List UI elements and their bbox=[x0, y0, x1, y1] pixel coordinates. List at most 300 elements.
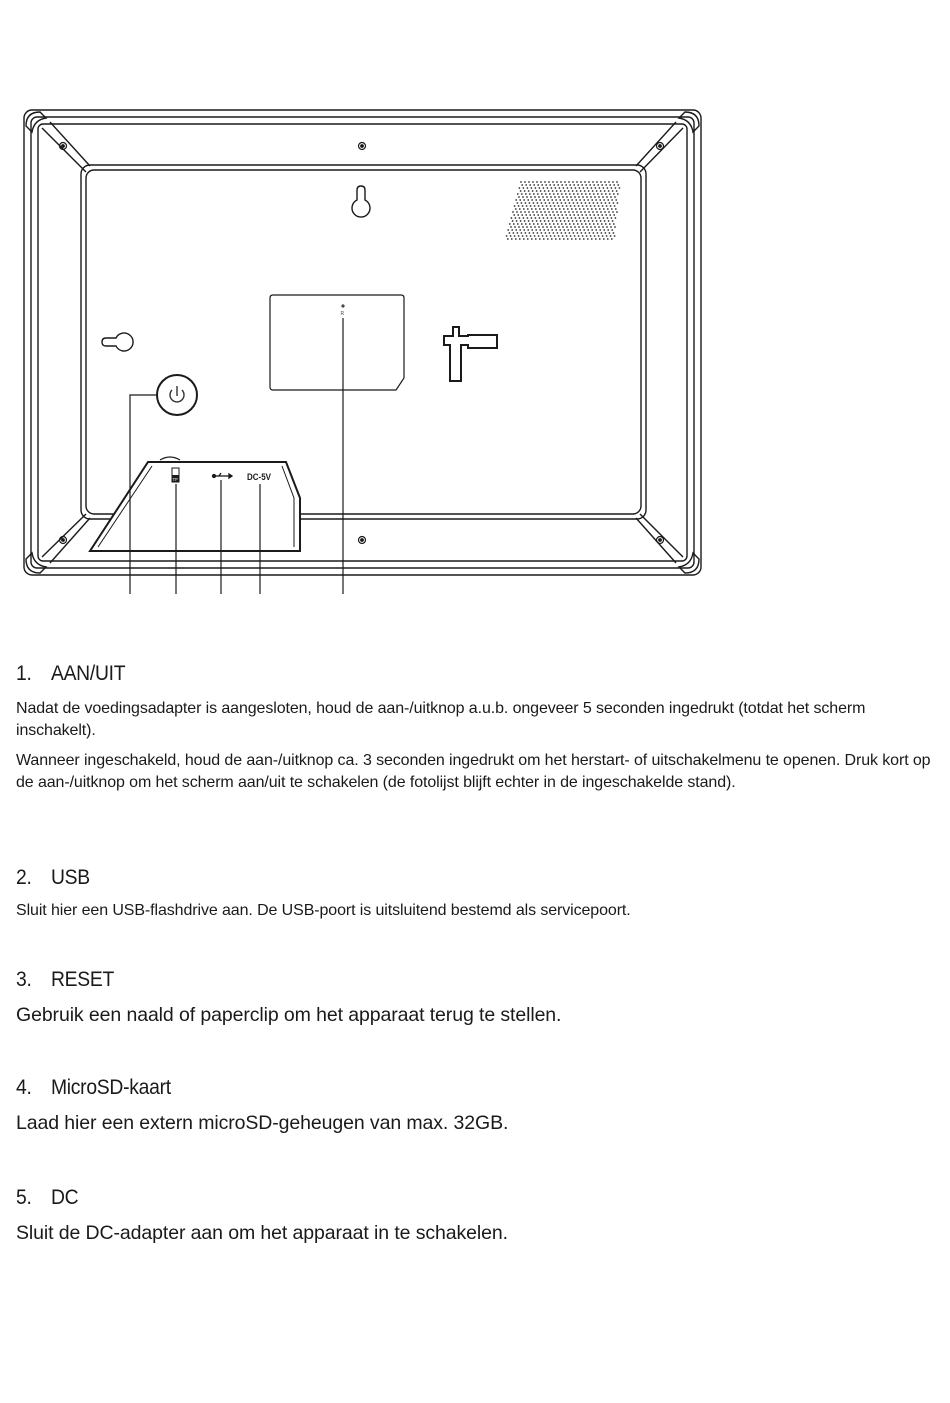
grille-hole bbox=[535, 238, 537, 240]
grille-hole bbox=[564, 181, 566, 183]
grille-hole bbox=[542, 235, 544, 237]
grille-hole bbox=[583, 208, 585, 210]
grille-hole bbox=[533, 223, 535, 225]
grille-hole bbox=[603, 229, 605, 231]
grille-hole bbox=[539, 229, 541, 231]
grille-hole bbox=[578, 235, 580, 237]
grille-hole bbox=[602, 196, 604, 198]
reset-hole[interactable] bbox=[341, 304, 344, 307]
grille-hole bbox=[533, 214, 535, 216]
grille-hole bbox=[555, 217, 557, 219]
grille-hole bbox=[599, 208, 601, 210]
grille-hole bbox=[528, 181, 530, 183]
grille-hole bbox=[597, 232, 599, 234]
section-paragraph: Wanneer ingeschakeld, houd de aan-/uitknop ca. 3 seconden ingedrukt om het herstart- of uitschakelmenu te openen. Druk kort op de aan-/uitknop om het scherm aan/uit te schakelen (de fotolijst blijft echter in de ingeschakelde stand). bbox=[16, 752, 931, 791]
grille-hole bbox=[561, 184, 563, 186]
grille-hole bbox=[541, 232, 543, 234]
grille-hole bbox=[615, 217, 617, 219]
grille-hole bbox=[558, 235, 560, 237]
grille-hole bbox=[615, 187, 617, 189]
grille-hole bbox=[608, 220, 610, 222]
grille-hole bbox=[576, 211, 578, 213]
grille-hole bbox=[541, 214, 543, 216]
grille-hole bbox=[543, 217, 545, 219]
grille-hole bbox=[597, 184, 599, 186]
dc-port[interactable]: DC-5V bbox=[247, 472, 271, 482]
grille-hole bbox=[584, 220, 586, 222]
grille-hole bbox=[579, 238, 581, 240]
grille-hole bbox=[574, 226, 576, 228]
grille-hole bbox=[594, 196, 596, 198]
grille-hole bbox=[594, 226, 596, 228]
grille-hole bbox=[582, 205, 584, 207]
grille-hole bbox=[562, 205, 564, 207]
grille-hole bbox=[516, 220, 518, 222]
grille-hole bbox=[547, 187, 549, 189]
grille-hole bbox=[529, 193, 531, 195]
grille-hole bbox=[569, 184, 571, 186]
grille-hole bbox=[531, 217, 533, 219]
grille-hole bbox=[544, 220, 546, 222]
grille-hole bbox=[535, 229, 537, 231]
grille-hole bbox=[575, 217, 577, 219]
grille-hole bbox=[570, 205, 572, 207]
grille-hole bbox=[613, 193, 615, 195]
grille-hole bbox=[580, 181, 582, 183]
grille-hole bbox=[604, 220, 606, 222]
grille-hole bbox=[536, 190, 538, 192]
grille-hole bbox=[544, 190, 546, 192]
grille-hole bbox=[595, 199, 597, 201]
grille-hole bbox=[585, 223, 587, 225]
grille-hole bbox=[521, 193, 523, 195]
grille-hole bbox=[514, 205, 516, 207]
grille-hole bbox=[603, 208, 605, 210]
grille-hole bbox=[565, 184, 567, 186]
grille-hole bbox=[577, 202, 579, 204]
grille-hole bbox=[574, 196, 576, 198]
grille-hole bbox=[509, 232, 511, 234]
grille-hole bbox=[540, 220, 542, 222]
grille-hole bbox=[560, 211, 562, 213]
grille-hole bbox=[519, 217, 521, 219]
grille-hole bbox=[596, 220, 598, 222]
grille-hole bbox=[590, 226, 592, 228]
grille-hole bbox=[559, 238, 561, 240]
grille-hole bbox=[554, 196, 556, 198]
grille-hole bbox=[561, 202, 563, 204]
grille-hole bbox=[612, 190, 614, 192]
grille-hole bbox=[603, 217, 605, 219]
grille-hole bbox=[554, 235, 556, 237]
grille-hole bbox=[561, 214, 563, 216]
grille-hole bbox=[535, 199, 537, 201]
grille-hole bbox=[552, 220, 554, 222]
grille-hole bbox=[585, 232, 587, 234]
grille-hole bbox=[599, 229, 601, 231]
grille-hole bbox=[603, 187, 605, 189]
grille-hole bbox=[582, 226, 584, 228]
grille-hole bbox=[617, 184, 619, 186]
grille-hole bbox=[613, 184, 615, 186]
grille-hole bbox=[585, 202, 587, 204]
grille-hole bbox=[535, 217, 537, 219]
grille-hole bbox=[518, 205, 520, 207]
grille-hole bbox=[584, 181, 586, 183]
section-paragraph: Sluit de DC-adapter aan om het apparaat in te schakelen. bbox=[16, 1222, 508, 1244]
section-dc bbox=[16, 1186, 941, 1246]
grille-hole bbox=[567, 208, 569, 210]
grille-hole bbox=[521, 184, 523, 186]
section-heading: 5. DC bbox=[16, 1186, 79, 1209]
grille-hole bbox=[548, 190, 550, 192]
grille-hole bbox=[513, 223, 515, 225]
grille-hole bbox=[572, 220, 574, 222]
grille-hole bbox=[532, 211, 534, 213]
grille-hole bbox=[571, 187, 573, 189]
grille-hole bbox=[580, 190, 582, 192]
grille-hole bbox=[540, 181, 542, 183]
grille-hole bbox=[579, 229, 581, 231]
speaker-grille bbox=[506, 181, 621, 240]
grille-hole bbox=[579, 199, 581, 201]
grille-hole bbox=[546, 226, 548, 228]
grille-hole bbox=[563, 208, 565, 210]
grille-hole bbox=[510, 226, 512, 228]
grille-hole bbox=[531, 199, 533, 201]
grille-hole bbox=[513, 214, 515, 216]
grille-hole bbox=[577, 184, 579, 186]
grille-hole bbox=[538, 226, 540, 228]
grille-hole bbox=[590, 196, 592, 198]
grille-hole bbox=[521, 202, 523, 204]
grille-hole bbox=[611, 187, 613, 189]
grille-hole bbox=[614, 196, 616, 198]
grille-hole bbox=[591, 229, 593, 231]
grille-hole bbox=[571, 229, 573, 231]
grille-hole bbox=[510, 235, 512, 237]
grille-hole bbox=[614, 226, 616, 228]
grille-hole bbox=[551, 199, 553, 201]
grille-hole bbox=[573, 214, 575, 216]
grille-hole bbox=[589, 184, 591, 186]
grille-hole bbox=[547, 199, 549, 201]
grille-hole bbox=[543, 199, 545, 201]
grille-hole bbox=[604, 211, 606, 213]
grille-hole bbox=[517, 202, 519, 204]
grille-hole bbox=[555, 208, 557, 210]
grille-hole bbox=[549, 193, 551, 195]
grille-hole bbox=[554, 226, 556, 228]
grille-hole bbox=[570, 235, 572, 237]
grille-hole bbox=[549, 184, 551, 186]
grille-hole bbox=[565, 232, 567, 234]
grille-hole bbox=[590, 205, 592, 207]
grille-hole bbox=[567, 187, 569, 189]
grille-hole bbox=[545, 184, 547, 186]
grille-hole bbox=[545, 232, 547, 234]
grille-hole bbox=[578, 205, 580, 207]
grille-hole bbox=[562, 235, 564, 237]
grille-hole bbox=[555, 229, 557, 231]
grille-hole bbox=[607, 217, 609, 219]
grille-hole bbox=[609, 202, 611, 204]
grille-hole bbox=[517, 223, 519, 225]
grille-hole bbox=[553, 223, 555, 225]
grille-hole bbox=[507, 229, 509, 231]
grille-hole bbox=[539, 187, 541, 189]
power-button[interactable] bbox=[157, 375, 197, 415]
grille-hole bbox=[616, 181, 618, 183]
grille-hole bbox=[529, 214, 531, 216]
grille-hole bbox=[601, 202, 603, 204]
grille-hole bbox=[523, 229, 525, 231]
grille-hole bbox=[570, 196, 572, 198]
grille-hole bbox=[519, 238, 521, 240]
grille-hole bbox=[559, 199, 561, 201]
grille-hole bbox=[579, 217, 581, 219]
grille-hole bbox=[545, 223, 547, 225]
grille-hole bbox=[522, 196, 524, 198]
grille-hole bbox=[545, 214, 547, 216]
section-usb bbox=[16, 866, 941, 922]
grille-hole bbox=[523, 199, 525, 201]
grille-hole bbox=[587, 217, 589, 219]
grille-hole bbox=[594, 205, 596, 207]
grille-hole bbox=[541, 193, 543, 195]
grille-hole bbox=[568, 211, 570, 213]
section-reset bbox=[16, 968, 941, 1028]
grille-hole bbox=[608, 211, 610, 213]
grille-hole bbox=[518, 226, 520, 228]
microsd-label: TF bbox=[172, 477, 178, 482]
grille-hole bbox=[567, 229, 569, 231]
grille-hole bbox=[519, 229, 521, 231]
grille-hole bbox=[524, 211, 526, 213]
grille-hole bbox=[593, 202, 595, 204]
grille-hole bbox=[535, 187, 537, 189]
grille-hole bbox=[570, 226, 572, 228]
section-heading: 4. MicroSD-kaart bbox=[16, 1076, 171, 1099]
grille-hole bbox=[604, 190, 606, 192]
grille-hole bbox=[556, 181, 558, 183]
grille-hole bbox=[605, 232, 607, 234]
grille-hole bbox=[600, 220, 602, 222]
grille-hole bbox=[606, 235, 608, 237]
grille-hole bbox=[593, 184, 595, 186]
grille-hole bbox=[565, 202, 567, 204]
grille-hole bbox=[559, 208, 561, 210]
grille-hole bbox=[573, 184, 575, 186]
grille-hole bbox=[598, 235, 600, 237]
grille-hole bbox=[556, 220, 558, 222]
grille-hole bbox=[612, 220, 614, 222]
grille-hole bbox=[613, 232, 615, 234]
grille-hole bbox=[522, 226, 524, 228]
grille-hole bbox=[616, 211, 618, 213]
grille-hole bbox=[609, 223, 611, 225]
grille-hole bbox=[537, 202, 539, 204]
grille-hole bbox=[588, 220, 590, 222]
grille-hole bbox=[526, 235, 528, 237]
grille-hole bbox=[519, 187, 521, 189]
grille-hole bbox=[587, 238, 589, 240]
grille-hole bbox=[593, 232, 595, 234]
grille-hole bbox=[568, 220, 570, 222]
grille-hole bbox=[603, 199, 605, 201]
grille-hole bbox=[530, 205, 532, 207]
grille-hole bbox=[515, 217, 517, 219]
grille-hole bbox=[540, 190, 542, 192]
grille-hole bbox=[556, 190, 558, 192]
section-paragraph: Nadat de voedingsadapter is aangesloten, houd de aan-/uitknop a.u.b. ongeveer 5 seconden ingedrukt (totdat het scherm inschakelt). bbox=[16, 700, 866, 739]
grille-hole bbox=[566, 226, 568, 228]
grille-hole bbox=[530, 196, 532, 198]
grille-hole bbox=[610, 196, 612, 198]
section-heading: 2. USB bbox=[16, 866, 90, 889]
grille-hole bbox=[569, 202, 571, 204]
grille-hole bbox=[549, 202, 551, 204]
grille-hole bbox=[605, 184, 607, 186]
grille-hole bbox=[598, 226, 600, 228]
grille-hole bbox=[613, 223, 615, 225]
grille-hole bbox=[602, 235, 604, 237]
grille-hole bbox=[523, 187, 525, 189]
grille-hole bbox=[583, 229, 585, 231]
grille-hole bbox=[599, 238, 601, 240]
grille-hole bbox=[532, 190, 534, 192]
grille-hole bbox=[519, 208, 521, 210]
grille-hole bbox=[579, 208, 581, 210]
grille-hole bbox=[610, 226, 612, 228]
grille-hole bbox=[521, 232, 523, 234]
grille-hole bbox=[571, 199, 573, 201]
grille-hole bbox=[537, 214, 539, 216]
grille-hole bbox=[557, 223, 559, 225]
grille-hole bbox=[557, 184, 559, 186]
section-power bbox=[16, 662, 941, 794]
grille-hole bbox=[528, 190, 530, 192]
grille-hole bbox=[543, 208, 545, 210]
grille-hole bbox=[611, 208, 613, 210]
grille-hole bbox=[591, 199, 593, 201]
grille-hole bbox=[600, 211, 602, 213]
grille-hole bbox=[517, 193, 519, 195]
grille-hole bbox=[614, 235, 616, 237]
grille-hole bbox=[547, 208, 549, 210]
grille-hole bbox=[553, 202, 555, 204]
grille-hole bbox=[572, 190, 574, 192]
grille-hole bbox=[587, 208, 589, 210]
grille-hole bbox=[577, 193, 579, 195]
grille-hole bbox=[520, 190, 522, 192]
grille-hole bbox=[555, 199, 557, 201]
grille-hole bbox=[567, 199, 569, 201]
grille-hole bbox=[516, 211, 518, 213]
grille-hole bbox=[581, 214, 583, 216]
grille-hole bbox=[560, 181, 562, 183]
grille-hole bbox=[509, 223, 511, 225]
grille-hole bbox=[593, 223, 595, 225]
grille-hole bbox=[599, 187, 601, 189]
grille-hole bbox=[526, 226, 528, 228]
grille-hole bbox=[536, 181, 538, 183]
stand-slot-icon bbox=[444, 327, 497, 381]
grille-hole bbox=[541, 202, 543, 204]
grille-hole bbox=[527, 217, 529, 219]
grille-hole bbox=[539, 199, 541, 201]
grille-hole bbox=[581, 184, 583, 186]
grille-hole bbox=[592, 220, 594, 222]
grille-hole bbox=[524, 190, 526, 192]
grille-hole bbox=[512, 211, 514, 213]
grille-hole bbox=[600, 190, 602, 192]
grille-hole bbox=[583, 238, 585, 240]
grille-hole bbox=[593, 214, 595, 216]
grille-hole bbox=[587, 229, 589, 231]
grille-hole bbox=[564, 190, 566, 192]
grille-hole bbox=[607, 238, 609, 240]
grille-hole bbox=[525, 232, 527, 234]
grille-hole bbox=[525, 193, 527, 195]
grille-hole bbox=[520, 211, 522, 213]
grille-hole bbox=[556, 211, 558, 213]
grille-hole bbox=[563, 187, 565, 189]
grille-hole bbox=[597, 214, 599, 216]
grille-hole bbox=[581, 193, 583, 195]
grille-hole bbox=[585, 184, 587, 186]
grille-hole bbox=[531, 187, 533, 189]
grille-hole bbox=[588, 211, 590, 213]
grille-hole bbox=[598, 205, 600, 207]
grille-hole bbox=[583, 199, 585, 201]
grille-hole bbox=[538, 235, 540, 237]
grille-hole bbox=[552, 181, 554, 183]
grille-hole bbox=[550, 196, 552, 198]
grille-hole bbox=[592, 181, 594, 183]
grille-hole bbox=[573, 232, 575, 234]
grille-hole bbox=[605, 202, 607, 204]
grille-hole bbox=[591, 187, 593, 189]
grille-hole bbox=[584, 211, 586, 213]
grille-hole bbox=[607, 187, 609, 189]
grille-hole bbox=[566, 235, 568, 237]
grille-hole bbox=[601, 184, 603, 186]
grille-hole bbox=[576, 220, 578, 222]
grille-hole bbox=[542, 196, 544, 198]
grille-hole bbox=[549, 214, 551, 216]
grille-hole bbox=[582, 196, 584, 198]
grille-hole bbox=[536, 211, 538, 213]
grille-hole bbox=[577, 232, 579, 234]
grille-hole bbox=[577, 214, 579, 216]
grille-hole bbox=[525, 214, 527, 216]
grille-hole bbox=[515, 229, 517, 231]
section-paragraph: Laad hier een extern microSD-geheugen van max. 32GB. bbox=[16, 1112, 509, 1134]
grille-hole bbox=[553, 232, 555, 234]
grille-hole bbox=[595, 238, 597, 240]
grille-hole bbox=[515, 238, 517, 240]
grille-hole bbox=[569, 193, 571, 195]
grille-hole bbox=[530, 235, 532, 237]
grille-hole bbox=[529, 232, 531, 234]
grille-hole bbox=[514, 235, 516, 237]
grille-hole bbox=[523, 208, 525, 210]
grille-hole bbox=[521, 214, 523, 216]
grille-hole bbox=[522, 235, 524, 237]
grille-hole bbox=[611, 238, 613, 240]
grille-hole bbox=[546, 235, 548, 237]
